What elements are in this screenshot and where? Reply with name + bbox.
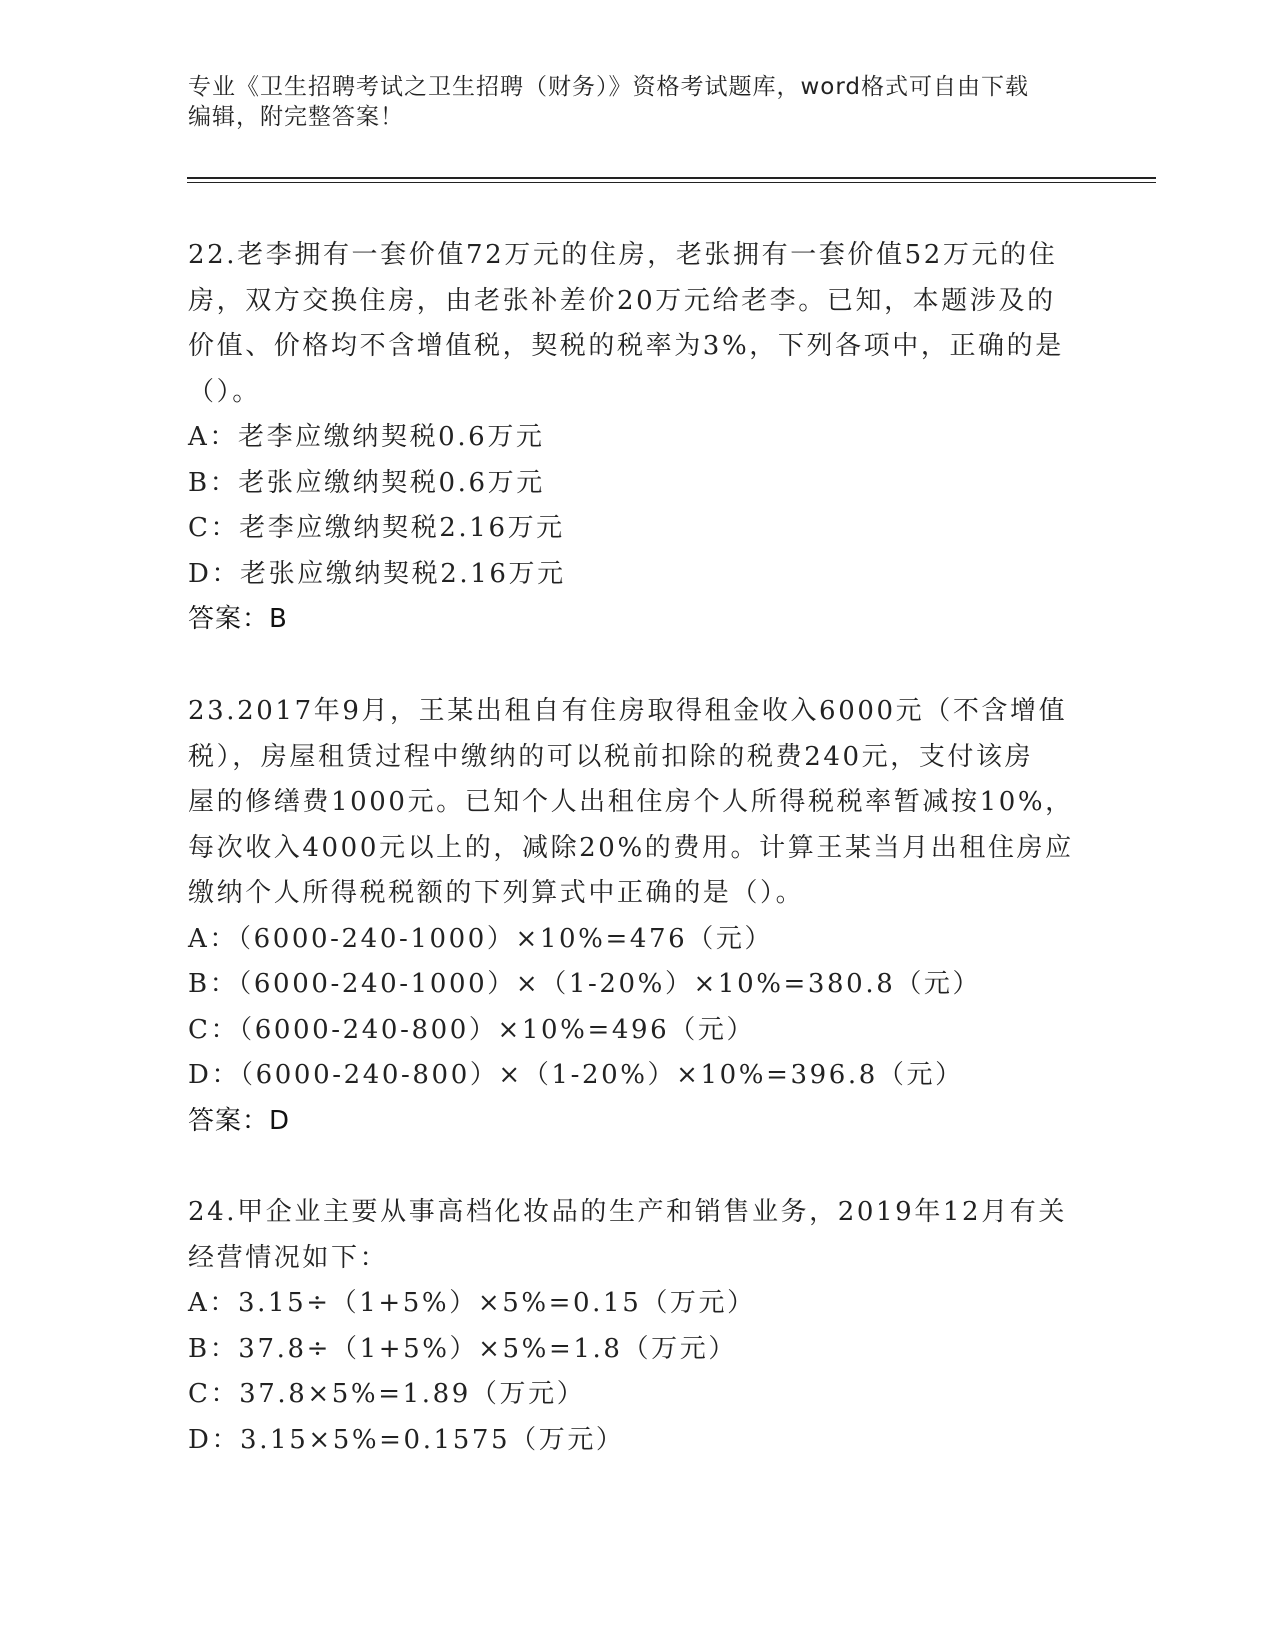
question-23 — [188, 689, 1088, 1144]
option-a: A：老李应缴纳契税0.6万元 — [188, 422, 545, 452]
option-b: B：（6000-240-1000）×（1-20%）×10%=380.8（元） — [188, 969, 982, 999]
question-text-line: 24.甲企业主要从事高档化妆品的生产和销售业务，2019年12月有关 — [188, 1197, 1068, 1227]
answer-line: 答案：D — [188, 1105, 291, 1136]
question-text-line: 价值、价格均不含增值税，契税的税率为3%，下列各项中，正确的是 — [188, 331, 1064, 361]
question-text-line: 经营情况如下： — [188, 1242, 389, 1273]
question-24 — [188, 1190, 1088, 1463]
option-a: A：3.15÷（1+5%）×5%=0.15（万元） — [188, 1288, 756, 1318]
header-divider-thin — [187, 182, 1156, 183]
option-d: D：3.15×5%=0.1575（万元） — [188, 1424, 625, 1455]
question-text-line: 23.2017年9月，王某出租自有住房取得租金收入6000元（不含增值 — [188, 696, 1068, 726]
option-b: B：37.8÷（1+5%）×5%=1.8（万元） — [188, 1333, 737, 1364]
header-line-2: 编辑，附完整答案！ — [188, 104, 404, 130]
answer-line: 答案：B — [188, 604, 288, 634]
question-text-line: 房，双方交换住房，由老张补差价20万元给老李。已知，本题涉及的 — [188, 285, 1056, 316]
option-c: C：（6000-240-800）×10%=496（元） — [188, 1014, 756, 1045]
option-d: D：老张应缴纳契税2.16万元 — [188, 558, 566, 589]
question-text-line: 每次收入4000元以上的，减除20%的费用。计算王某当月出租住房应 — [188, 832, 1074, 863]
option-d: D：（6000-240-800）×（1-20%）×10%=396.8（元） — [188, 1060, 964, 1090]
question-text-line: 屋的修缮费1000元。已知个人出租住房个人所得税税率暂减按10%， — [188, 787, 1074, 817]
document-header — [188, 72, 1088, 132]
option-c: C：老李应缴纳契税2.16万元 — [188, 513, 565, 543]
header-divider — [187, 177, 1156, 179]
option-c: C：37.8×5%=1.89（万元） — [188, 1379, 586, 1409]
question-text-line: 税），房屋租赁过程中缴纳的可以税前扣除的税费240元，支付该房 — [188, 741, 1034, 772]
question-22 — [188, 233, 1088, 643]
header-line-1: 专业《卫生招聘考试之卫生招聘（财务）》资格考试题库，word格式可自由下载 — [188, 74, 1030, 100]
question-text-line: 22.老李拥有一套价值72万元的住房，老张拥有一套价值52万元的住 — [188, 240, 1058, 270]
option-a: A：（6000-240-1000）×10%=476（元） — [188, 923, 774, 954]
question-text-line: （）。 — [188, 376, 261, 407]
option-b: B：老张应缴纳契税0.6万元 — [188, 467, 545, 498]
question-text-line: 缴纳个人所得税税额的下列算式中正确的是（）。 — [188, 878, 805, 908]
